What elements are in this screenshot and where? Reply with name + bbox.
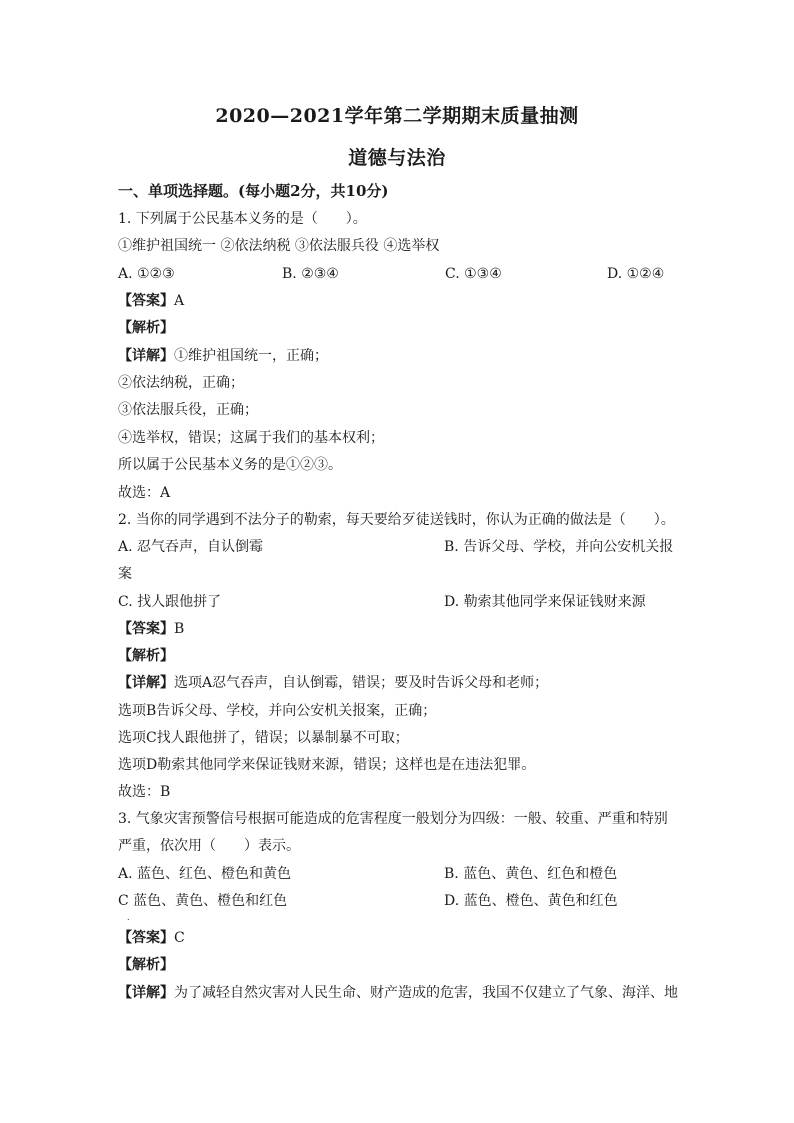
q1-detail-line-1 — [118, 346, 328, 366]
q1-detail-line-5: 所以属于公民基本义务的是①②③。 — [118, 457, 342, 473]
page-subtitle: 道德与法治 — [348, 147, 446, 169]
q3-option-a: A. 蓝色、红色、橙色和黄色 — [118, 866, 292, 882]
q3-answer-label: 【答案】 — [118, 930, 174, 946]
q1-stem: 1. 下列属于公民基本义务的是（ ）。 — [118, 211, 367, 227]
q1-answer-value: A — [174, 293, 185, 309]
q3-detail-line-1 — [118, 983, 678, 1003]
q3-option-b: B. 蓝色、黄色、红色和橙色 — [444, 866, 618, 882]
q1-detail-text-1: ①维护祖国统一，正确； — [174, 348, 328, 364]
q1-detail-line-4: ④选举权，错误；这属于我们的基本权利； — [118, 430, 384, 446]
q2-answer — [118, 619, 184, 639]
q2-option-c: C. 找人跟他拼了 — [118, 594, 222, 610]
q1-analysis-label: 【解析】 — [118, 320, 174, 336]
q3-analysis-label: 【解析】 — [118, 957, 174, 973]
q1-detail-label: 【详解】 — [118, 348, 174, 364]
q2-answer-label: 【答案】 — [118, 621, 174, 637]
q3-detail-text: 为了减轻自然灾害对人民生命、财产造成的危害，我国不仅建立了气象、海洋、地 — [174, 985, 678, 1001]
q2-answer-value: B — [174, 621, 185, 637]
q3-option-c: C 蓝色、黄色、橙色和红色 — [118, 893, 288, 909]
q1-items: ①维护祖国统一 ②依法纳税 ③依法服兵役 ④选举权 — [118, 238, 440, 254]
q3-answer — [118, 928, 185, 948]
q2-stem: 2. 当你的同学遇到不法分子的勒索，每天要给歹徒送钱时，你认为正确的做法是（ ）。 — [118, 512, 675, 528]
q2-choice: 故选：B — [118, 784, 171, 800]
page-title: 2020—2021学年第二学期期末质量抽测 — [215, 105, 579, 127]
q2-option-a: A. 忍气吞声，自认倒霉 — [118, 539, 264, 555]
q3-stem-line-1: 3. 气象灾害预警信号根据可能造成的危害程度一般划分为四级：一般、较重、严重和特别 — [118, 811, 668, 827]
q1-option-d: D. ①②④ — [607, 266, 665, 282]
q1-choice: 故选：A — [118, 485, 171, 501]
q2-option-d: D. 勒索其他同学来保证钱财来源 — [444, 594, 646, 610]
q3-option-c-dot: . — [127, 913, 130, 922]
q2-analysis-label: 【解析】 — [118, 648, 174, 664]
q3-detail-label: 【详解】 — [118, 985, 174, 1001]
q3-stem-line-2: 严重，依次用（ ）表示。 — [118, 838, 300, 854]
q2-detail-line-2: 选项B告诉父母、学校，并向公安机关报案，正确； — [118, 703, 437, 719]
q2-detail-line-3: 选项C找人跟他拼了，错误；以暴制暴不可取； — [118, 730, 409, 746]
q3-answer-value: C — [174, 930, 185, 946]
q3-option-d: D. 蓝色、橙色、黄色和红色 — [444, 893, 618, 909]
q1-option-b: B. ②③④ — [282, 266, 339, 282]
q1-answer — [118, 291, 184, 311]
q1-option-c: C. ①③④ — [445, 266, 502, 282]
q2-detail-line-1 — [118, 673, 548, 693]
q2-detail-text-1: 选项A忍气吞声，自认倒霉，错误；要及时告诉父母和老师； — [174, 675, 549, 691]
q2-detail-line-4: 选项D勒索其他同学来保证钱财来源，错误；这样也是在违法犯罪。 — [118, 757, 536, 773]
q2-option-b: B. 告诉父母、学校，并向公安机关报 — [444, 539, 674, 555]
q1-option-a: A. ①②③ — [118, 266, 175, 282]
q2-option-b-continued: 案 — [118, 566, 132, 582]
q1-answer-label: 【答案】 — [118, 293, 174, 309]
q1-detail-line-3: ③依法服兵役，正确； — [118, 402, 258, 418]
q2-detail-label: 【详解】 — [118, 675, 174, 691]
section-heading: 一、单项选择题。(每小题2分，共10分) — [118, 182, 389, 200]
q1-detail-line-2: ②依法纳税，正确； — [118, 375, 244, 391]
